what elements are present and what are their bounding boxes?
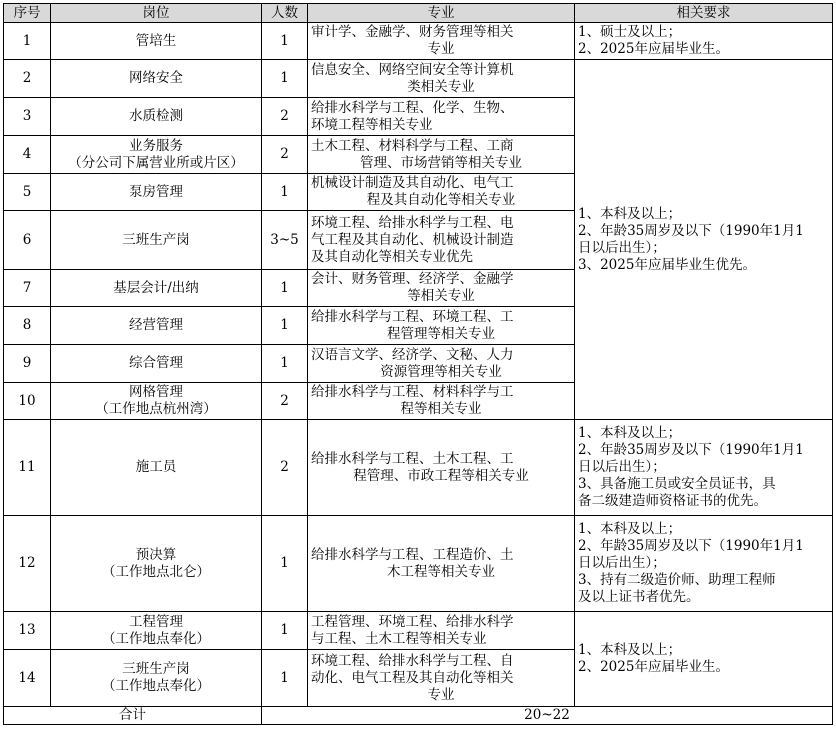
row-no: 11 [4,420,51,516]
major-cell [308,174,575,211]
position-cell [51,98,262,136]
major-line: 环境工程、给排水科学与工程、自 [311,652,514,669]
requirement-line: 日以后出生）； [578,239,666,256]
requirement-line: 1、本科及以上； [578,205,682,222]
position-line: 基层会计/出纳 [113,279,199,296]
position-line: 三班生产岗 [122,231,190,248]
count-cell: 1 [262,174,308,211]
position-line: 水质检测 [129,108,183,124]
position-line: 综合管理 [129,355,183,371]
major-line: 汉语言文学、经济学、文秘、人力 [311,346,514,363]
major-cell [308,98,575,136]
position-cell [51,270,262,307]
total-row [4,707,833,725]
requirement-line: 3、2025年应届毕业生优先。 [578,256,756,273]
major-line: 信息安全、网络空间安全等计算机 [311,61,514,78]
row-no: 1 [4,23,51,60]
position-line: 网络安全 [129,70,183,86]
major-line: 资源管理等相关专业 [380,363,502,380]
position-cell [51,211,262,270]
major-line: 工程管理、环境工程、给排水科学 [311,613,514,630]
position-cell [51,420,262,516]
major-line: 环境工程等相关专业 [311,116,433,133]
major-line: 给排水科学与工程、土木工程、工 [311,450,514,467]
major-line: 给排水科学与工程、化学、生物、 [311,99,514,116]
total-label: 合计 [4,707,262,725]
requirement-line: 1、本科及以上； [578,425,682,441]
requirement-line: 1、本科及以上； [578,642,682,658]
count-cell: 1 [262,60,308,98]
row-no: 4 [4,136,51,174]
count-cell: 2 [262,136,308,174]
total-value: 20~22 [262,707,833,725]
header-position: 岗位 [51,4,262,23]
row-no: 10 [4,383,51,420]
requirement-line: 3、持有二级造价师、助理工程师 [578,572,776,588]
major-line: 专业 [427,41,455,57]
count-cell: 2 [262,420,308,516]
requirement-line: 日以后出生）； [578,459,666,475]
major-cell [308,650,575,707]
position-line: （工作地点杭州湾） [95,401,217,417]
position-cell [51,383,262,420]
table-row [4,23,833,60]
major-line: 程及其自动化等相关专业 [366,192,516,208]
position-line: 工程管理 [129,613,183,630]
count-cell: 1 [262,650,308,707]
position-cell [51,23,262,60]
row-no: 2 [4,60,51,98]
major-cell [308,345,575,383]
position-line: 管培生 [135,32,177,49]
position-line: （工作地点北仑） [102,563,210,580]
header-row [4,4,833,23]
position-line: 泵房管理 [129,183,183,200]
position-line: 业务服务 [129,137,183,154]
major-cell [308,136,575,174]
major-line: 木工程等相关专业 [387,563,495,580]
major-cell [308,516,575,612]
position-cell [51,516,262,612]
count-cell: 3~5 [262,211,308,270]
major-cell [308,211,575,270]
major-line: 及其自动化等相关专业优先 [311,248,473,265]
header-requirements: 相关要求 [575,4,833,23]
major-line: 会计、财务管理、经济学、金融学 [311,271,514,287]
requirement-line: 及以上证书者优先。 [578,589,700,605]
major-line: 气工程及其自动化、机械设计制造 [311,231,514,248]
major-line: 动化、电气工程及其自动化等相关 [311,669,514,686]
row-no: 7 [4,270,51,307]
position-line: 施工员 [135,459,177,475]
requirement-line: 1、硕士及以上； [578,24,682,40]
major-line: 管理、市场营销等相关专业 [360,154,522,171]
position-cell [51,60,262,98]
requirement-line: 1、本科及以上； [578,521,682,537]
count-cell: 2 [262,383,308,420]
major-line: 给排水科学与工程、环境工程、工 [311,308,514,325]
position-cell [51,650,262,707]
requirement-line: 2、2025年应届毕业生。 [578,659,729,675]
major-cell [308,612,575,650]
count-cell: 1 [262,516,308,612]
requirements-cell [575,516,833,612]
position-cell [51,612,262,650]
row-no: 3 [4,98,51,136]
position-line: 预决算 [135,546,177,563]
count-cell: 1 [262,23,308,60]
major-line: 审计学、金融学、财务管理等相关 [311,24,514,40]
major-line: 等相关专业 [407,288,475,304]
row-no: 8 [4,307,51,345]
header-major: 专业 [308,4,575,23]
table-row [4,516,833,612]
requirement-line: 备二级建造师资格证书的优先。 [578,493,767,509]
requirements-cell [575,612,833,707]
major-line: 土木工程、材料科学与工程、工商 [311,137,514,154]
major-line: 与工程、土木工程等相关专业 [311,630,487,647]
row-no: 12 [4,516,51,612]
requirement-line: 3、具备施工员或安全员证书，具 [578,476,776,492]
position-line: （工作地点奉化） [102,630,210,647]
position-line: 经营管理 [129,317,183,333]
major-line: 机械设计制造及其自动化、电气工 [311,175,514,191]
row-no: 13 [4,612,51,650]
major-cell [308,60,575,98]
requirements-cell [575,23,833,60]
count-cell: 1 [262,345,308,383]
row-no: 9 [4,345,51,383]
position-cell [51,174,262,211]
row-no: 5 [4,174,51,211]
major-line: 给排水科学与工程、材料科学与工 [311,384,514,400]
count-cell: 1 [262,307,308,345]
major-line: 程等相关专业 [400,401,482,417]
header-no: 序号 [4,4,51,23]
requirement-line: 2、年龄35周岁及以下（1990年1月1 [578,538,804,554]
header-count: 人数 [262,4,308,23]
row-no: 6 [4,211,51,270]
table-row [4,60,833,98]
position-line: 三班生产岗 [122,661,190,677]
position-cell [51,136,262,174]
position-cell [51,307,262,345]
major-cell [308,383,575,420]
position-cell [51,345,262,383]
position-line: 网格管理 [129,384,183,400]
major-line: 类相关专业 [407,78,475,95]
major-line: 程管理等相关专业 [387,325,495,342]
requirements-cell [575,60,833,420]
major-cell [308,270,575,307]
major-line: 程管理、市政工程等相关专业 [353,467,529,484]
requirement-line: 2、年龄35周岁及以下（1990年1月1 [578,442,804,458]
count-cell: 1 [262,270,308,307]
major-cell [308,420,575,516]
position-line: （分公司下属营业所或片区） [68,154,244,171]
requirements-cell [575,420,833,516]
count-cell: 1 [262,612,308,650]
requirement-line: 2、2025年应届毕业生。 [578,41,729,57]
position-line: （工作地点奉化） [102,678,210,694]
row-no: 14 [4,650,51,707]
table-row [4,420,833,516]
major-line: 给排水科学与工程、工程造价、土 [311,546,514,563]
major-cell [308,23,575,60]
major-cell [308,307,575,345]
requirement-line: 日以后出生）； [578,555,666,571]
count-cell: 2 [262,98,308,136]
major-line: 环境工程、给排水科学与工程、电 [311,214,514,231]
requirement-line: 2、年龄35周岁及以下（1990年1月1 [578,222,804,239]
table-row [4,612,833,650]
recruitment-table [3,3,833,725]
major-line: 专业 [427,686,455,703]
